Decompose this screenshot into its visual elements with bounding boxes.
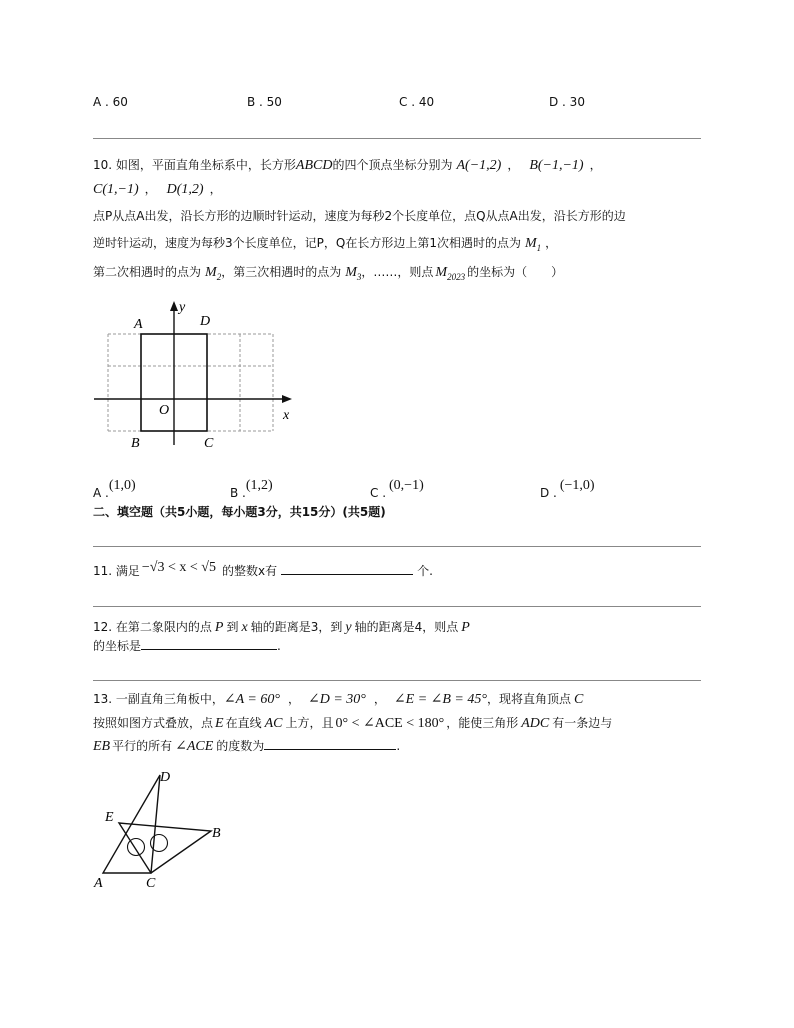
- q13-text: ，现将直角顶点: [486, 692, 571, 706]
- q10-vertex-c: C(1,−1): [93, 182, 139, 197]
- q13-line1: 13. 一副直角三角板中，∠A = 60° ， ∠D = 30° ， ∠E = ∠B = 45°，现将直角顶点 C: [93, 692, 584, 707]
- label-x: x: [283, 408, 290, 423]
- q10-sep: ，: [209, 182, 222, 196]
- q13-answer-blank[interactable]: [264, 737, 396, 750]
- q13-triangle-adc: ADC: [521, 716, 550, 731]
- label-b: B: [212, 826, 221, 841]
- q13-text: 平行的所有: [112, 739, 173, 753]
- q10-sep: ，: [589, 158, 602, 172]
- q10-line3: 点P从点A出发，沿长方形的边顺时针运动，速度为每秒2个长度单位，点Q从点A出发，沿长方形的边: [93, 209, 626, 223]
- q12-line1: [93, 618, 470, 636]
- q13-segment-eb: EB: [93, 739, 111, 754]
- q13-text: 按照如图方式叠放，点: [93, 716, 214, 730]
- q10-option-c: C . (0,−1): [370, 478, 424, 500]
- q10-text: 的四个顶点坐标分别为: [332, 158, 453, 172]
- q13-text: 13. 一副直角三角板中，: [93, 692, 224, 706]
- q12-y: y: [345, 620, 352, 635]
- q13-angle-d: ∠D = 30°: [308, 692, 366, 707]
- q9-option-c: C . 40: [399, 95, 435, 109]
- q13-range: 0° < ∠ACE < 180°: [335, 716, 445, 731]
- q10-sep: ，: [545, 236, 558, 250]
- q10-rect-name: ABCD: [295, 158, 333, 173]
- q12-text: 轴的距离是3，到: [250, 620, 343, 634]
- q10-sep: ，: [507, 158, 520, 172]
- q13-text: 上方，且: [285, 716, 334, 730]
- q10-m2: $M_2$: [205, 265, 222, 282]
- q10-option-a: A .(1,0): [93, 478, 136, 500]
- q10-vertex-b: B(−1,−1): [529, 158, 584, 173]
- q12-text: .: [277, 639, 281, 653]
- label-a: A: [134, 317, 143, 332]
- y-arrow-icon: [170, 301, 178, 311]
- q10-m2023: $M_{2023}$: [435, 265, 466, 282]
- q9-option-a: A . 60: [93, 95, 128, 109]
- q10-text: ，……，则点: [361, 265, 434, 279]
- q10-text: 逆时针运动，速度为每秒3个长度单位，记P，Q在长方形边上第1次相遇时的点为: [93, 236, 521, 250]
- label-e: E: [105, 810, 114, 825]
- label-d: D: [200, 314, 211, 329]
- angle-mark-circle: [128, 839, 145, 856]
- label-y: y: [179, 300, 186, 315]
- section-title: 二、填空题（共5小题，每小题3分，共15分）(共5题): [93, 505, 386, 519]
- q11-text: 个.: [417, 564, 433, 578]
- q10-text: 第二次相遇时的点为: [93, 265, 202, 279]
- q10-coordinate-figure: [90, 295, 300, 455]
- q12-text: 到: [226, 620, 239, 634]
- q10-line2: [93, 180, 222, 198]
- q10-text: 的坐标为（ ）: [467, 265, 564, 279]
- q11-inequality: −√3 < x < √5: [141, 560, 216, 575]
- q11-text: 的整数x有: [221, 564, 278, 578]
- q10-option-b: B .(1,2): [230, 478, 273, 500]
- q13-point-c: C: [573, 692, 584, 707]
- divider: [93, 138, 701, 139]
- q13-line3: [93, 737, 400, 755]
- q10-line1: [93, 156, 602, 174]
- q11-answer-blank[interactable]: [281, 562, 413, 575]
- divider: [93, 606, 701, 607]
- q12-line2: [93, 637, 281, 654]
- q10-text: 10. 如图，平面直角坐标系中，长方形: [93, 158, 296, 172]
- q13-text: 有一条边与: [552, 716, 613, 730]
- q12-text: 轴的距离是4，则点: [354, 620, 459, 634]
- angle-mark-circle: [151, 835, 168, 852]
- q10-line4: [93, 234, 557, 253]
- q13-line-ac: AC: [264, 716, 283, 731]
- q11: [93, 562, 433, 580]
- divider: [93, 680, 701, 681]
- q13-angle-a: ∠A = 60°: [223, 692, 280, 707]
- grid: [108, 334, 273, 431]
- q13-point-e: E: [215, 716, 224, 731]
- q11-text: 11. 满足: [93, 564, 140, 578]
- q10-sep: ，: [144, 182, 157, 196]
- label-a: A: [94, 876, 103, 891]
- q10-m1: $M_1$: [524, 236, 542, 253]
- q13-text: .: [396, 739, 401, 753]
- label-d: D: [160, 770, 171, 785]
- label-b: B: [131, 436, 140, 451]
- label-c: C: [146, 876, 156, 891]
- q13-line2: [93, 714, 612, 732]
- q13-angle-ace: ∠ACE: [175, 739, 214, 754]
- q9-option-d: D . 30: [549, 95, 585, 109]
- label-o: O: [159, 403, 170, 418]
- triangle-ecb: [119, 823, 211, 873]
- q12-text: 12. 在第二象限内的点: [93, 620, 212, 634]
- q13-angle-eb: ∠E = ∠B = 45°: [393, 692, 487, 707]
- q12-x: x: [241, 620, 248, 635]
- q12-text: 的坐标是: [93, 639, 142, 653]
- q10-vertex-d: D(1,2): [166, 182, 204, 197]
- x-arrow-icon: [282, 395, 292, 403]
- q12-point-p: P: [214, 620, 224, 635]
- q13-triangle-figure: [90, 765, 240, 895]
- divider: [93, 546, 701, 547]
- q12-answer-blank[interactable]: [141, 637, 277, 650]
- q10-vertex-a: A(−1,2): [456, 158, 502, 173]
- q10-line5: [93, 263, 563, 282]
- q13-text: 在直线: [225, 716, 262, 730]
- q10-m3: $M_3$: [345, 265, 362, 282]
- label-c: C: [204, 436, 214, 451]
- q9-option-b: B . 50: [247, 95, 282, 109]
- q12-point-p: P: [461, 620, 470, 635]
- q10-text: ，第三次相遇时的点为: [221, 265, 342, 279]
- q13-text: 的度数为: [216, 739, 265, 753]
- q10-option-d: D . (−1,0): [540, 478, 595, 500]
- q13-text: ，能使三角形: [446, 716, 519, 730]
